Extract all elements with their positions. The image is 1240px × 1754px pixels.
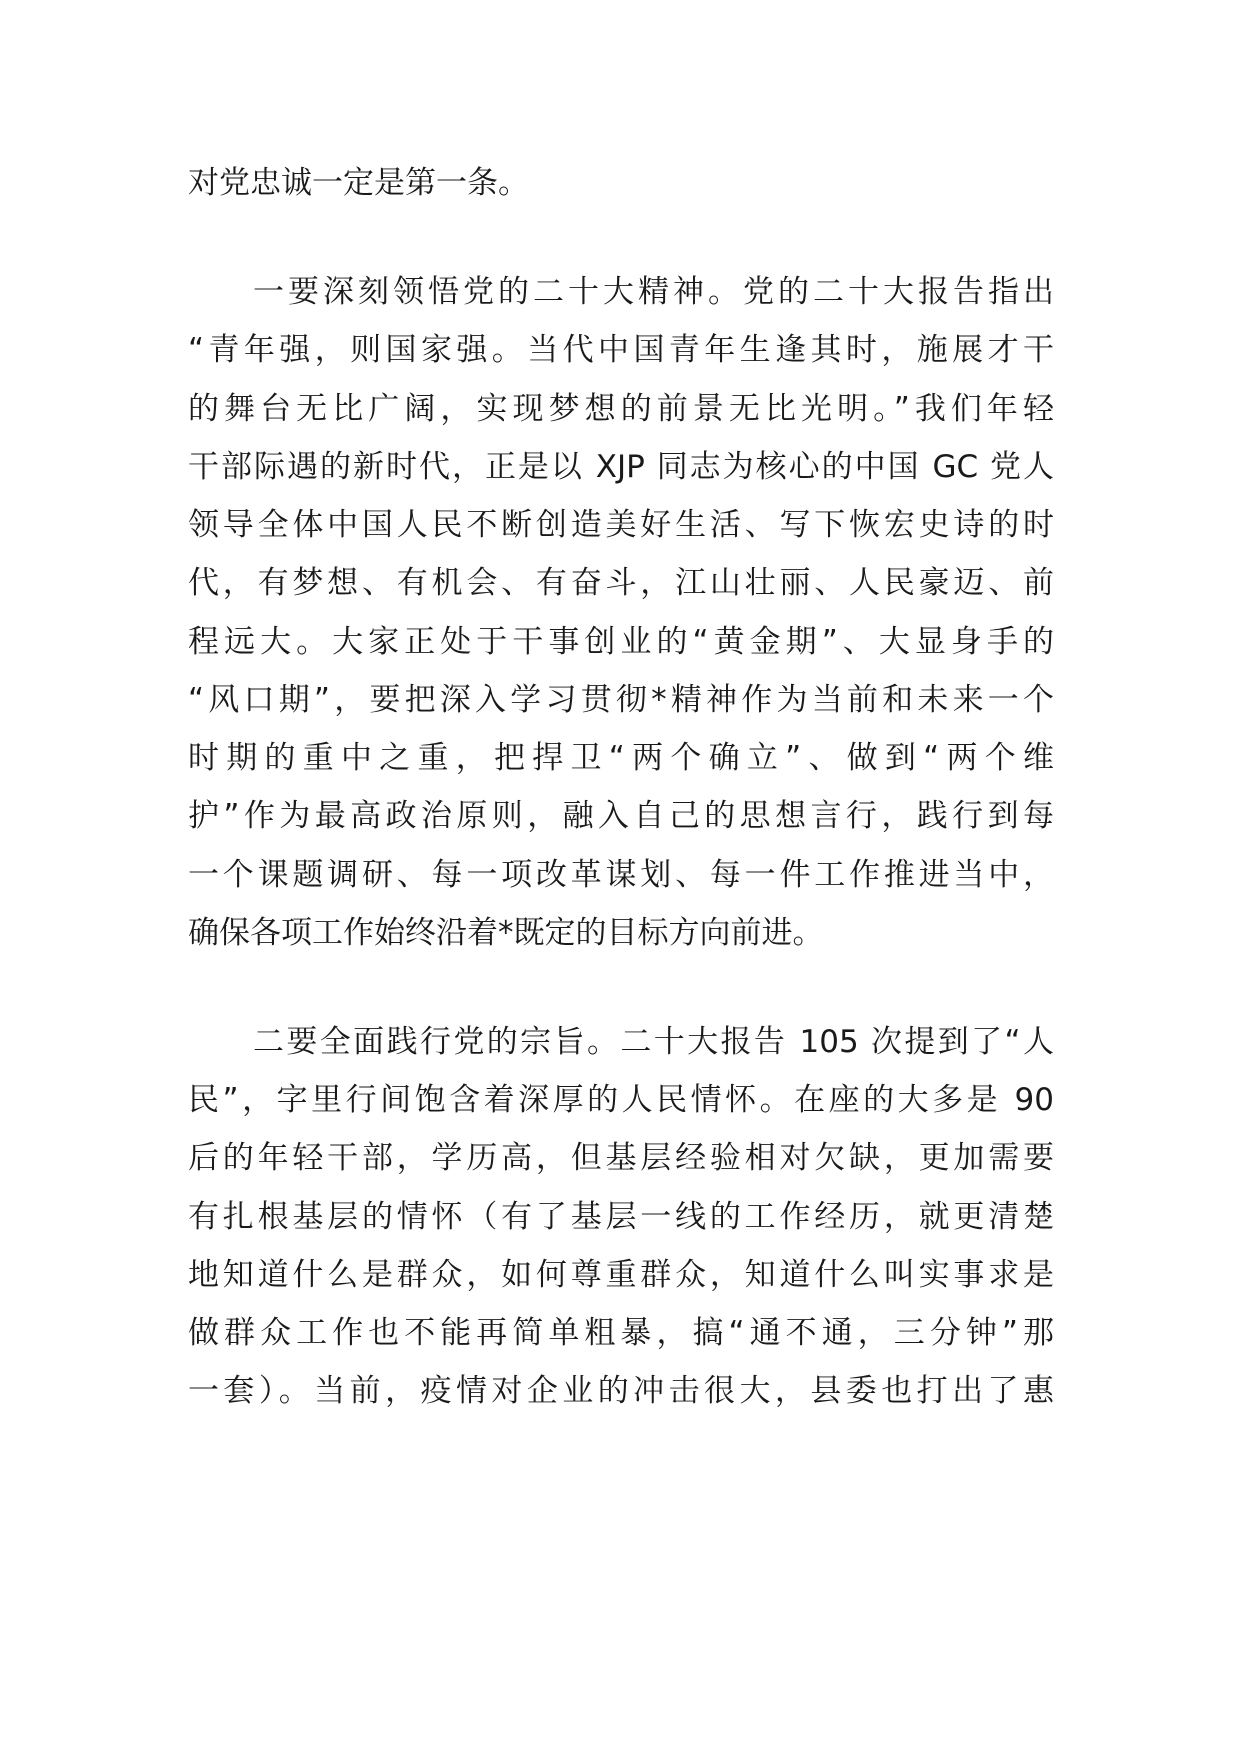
text-line: 领导全体中国人民不断创造美好生活、写下恢宏史诗的时 [188,507,1054,543]
text-line: 有扎根基层的情怀（有了基层一线的工作经历，就更清楚 [188,1199,1054,1235]
text-line: 时期的重中之重，把捍卫“两个确立”、做到“两个维 [188,740,1054,776]
paragraph-last-line: 确保各项工作始终沿着*既定的目标方向前进。 [188,915,824,951]
text-line: 代，有梦想、有机会、有奋斗，江山壮丽、人民豪迈、前 [188,565,1054,601]
text-line: 程远大。大家正处于干事创业的“黄金期”、大显身手的 [188,624,1054,660]
paragraph-first-line: 一要深刻领悟党的二十大精神。党的二十大报告指出 [253,274,1054,310]
text-line: 的舞台无比广阔，实现梦想的前景无比光明。”我们年轻 [188,391,1054,427]
text-line: 护”作为最高政治原则，融入自己的思想言行，践行到每 [188,798,1054,834]
text-line: 后的年轻干部，学历高，但基层经验相对欠缺，更加需要 [188,1140,1054,1176]
paragraph-first-line: 二要全面践行党的宗旨。二十大报告 105 次提到了“人 [253,1024,1054,1060]
text-line: “青年强，则国家强。当代中国青年生逢其时，施展才干 [188,332,1054,368]
text-line: 干部际遇的新时代，正是以 XJP 同志为核心的中国 GC 党人 [188,449,1054,485]
text-line: 对党忠诚一定是第一条。 [188,165,529,201]
text-line: 一个课题调研、每一项改革谋划、每一件工作推进当中， [188,857,1054,893]
text-line: “风口期”，要把深入学习贯彻*精神作为当前和未来一个 [188,682,1054,718]
text-line: 地知道什么是群众，如何尊重群众，知道什么叫实事求是 [188,1257,1054,1293]
text-line: 民”，字里行间饱含着深厚的人民情怀。在座的大多是 90 [188,1082,1054,1118]
text-line: 做群众工作也不能再简单粗暴，搞“通不通，三分钟”那 [188,1315,1054,1351]
text-line: 一套）。当前，疫情对企业的冲击很大，县委也打出了惠 [188,1373,1054,1409]
